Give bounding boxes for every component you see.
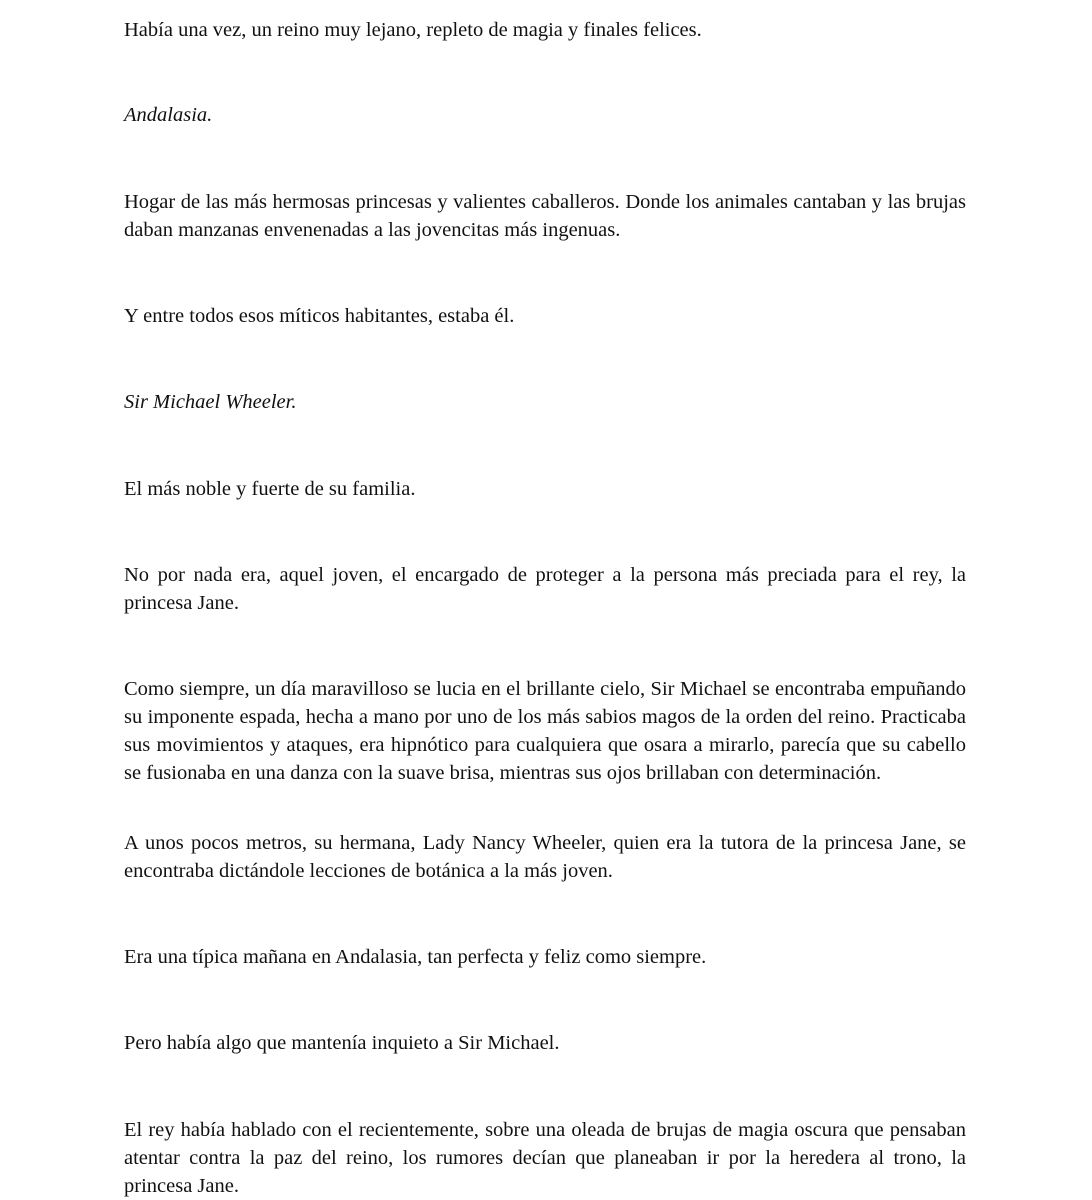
paragraph-sir-michael: Sir Michael Wheeler. [124,391,297,413]
paragraph-espada: Como siempre, un día maravilloso se lucia en el brillante cielo, Sir Michael se encontraba empuñando su imponente espada, hecha a mano por uno de los más sabios magos de la orden del reino. Practicaba sus movimientos y ataques, era hipnótico para cualquiera que osara a mirarlo, parecía que su cabello se fusionaba en una danza con la suave brisa, mientras sus ojos brillaban con determinación. [124,678,966,784]
paragraph-rey: El rey había hablado con el recientemente, sobre una oleada de brujas de magia oscura que pensaban atentar contra la paz del reino, los rumores decían que planeaban ir por la heredera al trono, la princesa Jane. [124,1119,966,1197]
paragraph-lady-nancy: A unos pocos metros, su hermana, Lady Nancy Wheeler, quien era la tutora de la princesa Jane, se encontraba dictándole lecciones de botánica a la más joven. [124,832,966,882]
paragraph-princesa: No por nada era, aquel joven, el encargado de proteger a la persona más preciada para el rey, la princesa Jane. [124,564,966,614]
paragraph-hogar: Hogar de las más hermosas princesas y valientes caballeros. Donde los animales cantaban y las brujas daban manzanas envenenadas a las jovencitas más ingenuas. [124,191,966,241]
paragraph-habitantes: Y entre todos esos míticos habitantes, estaba él. [124,305,515,327]
paragraph-intro: Había una vez, un reino muy lejano, repleto de magia y finales felices. [124,19,702,41]
paragraph-andalasia: Andalasia. [124,104,213,126]
paragraph-inquieto: Pero había algo que mantenía inquieto a Sir Michael. [124,1032,560,1054]
paragraph-familia: El más noble y fuerte de su familia. [124,478,416,500]
paragraph-manana: Era una típica mañana en Andalasia, tan perfecta y feliz como siempre. [124,946,707,968]
